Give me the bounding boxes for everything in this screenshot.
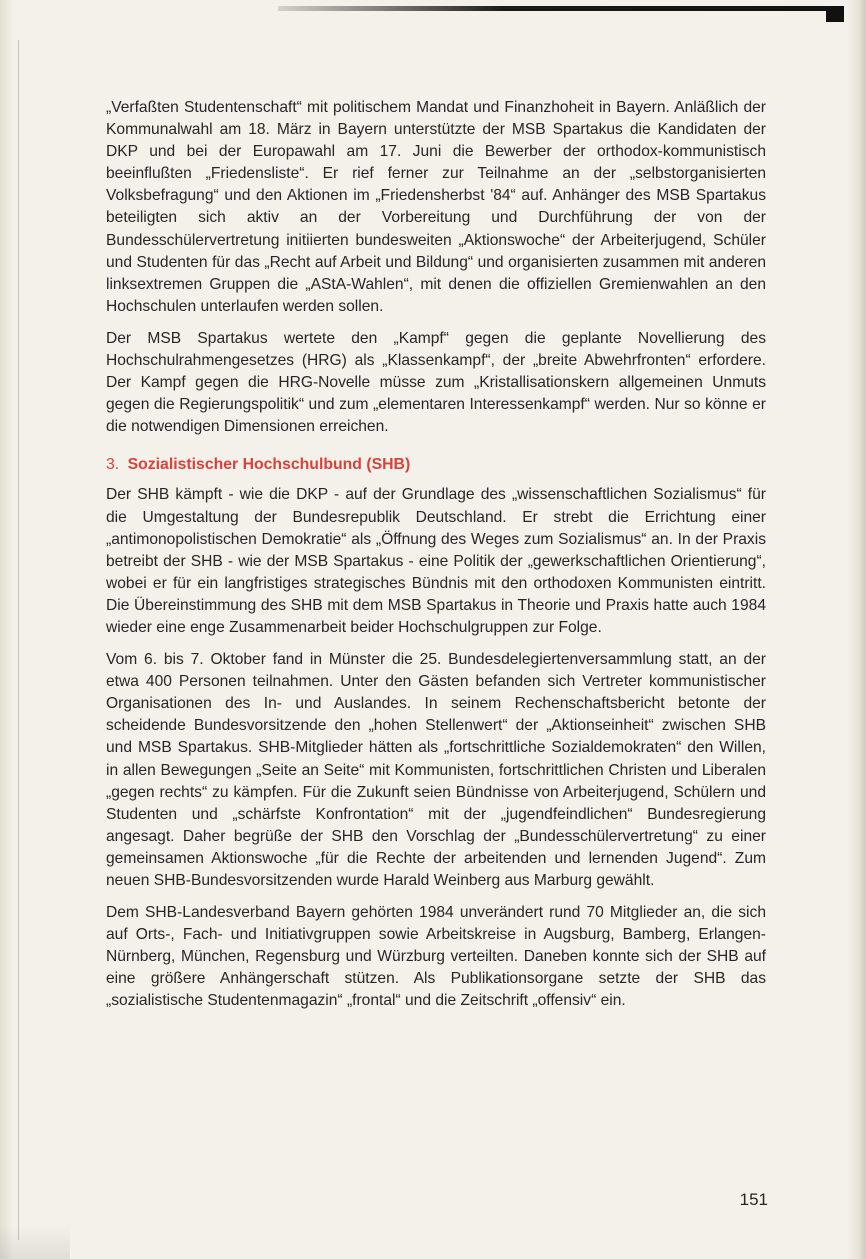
page-number: 151: [739, 1190, 768, 1209]
paragraph-shb-bavaria: Dem SHB-Landesverband Bayern gehörten 1984 unverändert rund 70 Mitglieder an, die sich auf Orts-, Fach- und Initiativgruppen sowie Arbeitskreise in Augsburg, Bamberg, Erlangen-Nürnberg, München, Regensburg und Würzburg verteilten. Daneben konnte sich der SHB auf eine größere Anhängerschaft stützen. Als Publikationsorgane setzte der SHB das „sozialistische Studentenmagazin“ „frontal“ und die Zeitschrift „offensiv“ ein.: [106, 904, 766, 1010]
right-page-shadow: [848, 0, 866, 1259]
left-page-shadow: [0, 0, 14, 1259]
section-heading: [106, 454, 766, 476]
paragraph-shb-assembly: Vom 6. bis 7. Oktober fand in Münster die 25. Bundesdelegiertenversammlung statt, an der etwa 400 Personen teilnahmen. Unter den Gästen befanden sich Vertreter kommunistischer Organisationen des In- und Auslandes. In seinem Rechenschaftsbericht betonte der scheidende Bundesvorsitzende den „hohen Stellenwert“ der „Aktionseinheit“ zwischen SHB und MSB Spartakus. SHB-Mitglieder hätten als „fortschrittliche Sozialdemokraten“ den Willen, in allen Bewegungen „Seite an Seite“ mit Kommunisten, fortschrittlichen Christen und Liberalen „gegen rechts“ zu kämpfen. Für die Zukunft seien Bündnisse von Arbeiterjugend, Schülern und Studenten und „schärfste Konfrontation“ mit der „jugendfeindlichen“ Bundesregierung angesagt. Daher begrüße der SHB den Vorschlag der „Bundesschülervertretung“ zu einer gemeinsamen Aktionswoche „für die Rechte der arbeitenden und lernenden Jugend“. Zum neuen SHB-Bundesvorsitzenden wurde Harald Weinberg aus Marburg gewählt.: [106, 651, 766, 889]
paragraph-hrg-novelle: Der MSB Spartakus wertete den „Kampf“ gegen die geplante Novellierung des Hochschulrahmengesetzes (HRG) als „Klassenkampf“, der „breite Abwehrfronten“ erfordere. Der Kampf gegen die HRG-Novelle müsse zum „Kristallisationskern allgemeinen Unmuts gegen die Regierungspolitik“ und zum „elementaren Interessenkampf“ werden. Nur so könne er die notwendigen Dimensionen erreichen.: [106, 329, 766, 436]
top-rule: [278, 6, 844, 11]
paragraph-msb-activities: „Verfaßten Studentenschaft“ mit politischem Mandat und Finanzhoheit in Bayern. Anläßlich der Kommunalwahl am 18. März in Bayern unterstützte der MSB Spartakus die Kandidaten der DKP und bei der Europawahl am 17. Juni die Bewerber der orthodox-kommunistisch beeinflußten „Friedensliste“. Er rief ferner zur Teilnahme an der „selbstorganisierten Volksbefragung“ und den Aktionen im „Friedensherbst '84“ auf. Anhänger des MSB Spartakus beteiligten sich aktiv an der Vorbereitung und Durchführung der von der Bundesschülervertretung initiierten bundesweiten „Aktionswoche“ der Arbeiterjugend, Schüler und Studenten für das „Recht auf Arbeit und Bildung“ und organisierten zusammen mit anderen linksextremen Gruppen die „AStA-Wahlen“, mit denen die offiziellen Gremienwahlen an den Hochschulen unterlaufen werden sollen.: [106, 99, 766, 315]
left-edge-line: [18, 40, 19, 1240]
section-number: 3.: [106, 456, 120, 474]
paragraph-shb-ideology: Der SHB kämpft - wie die DKP - auf der Grundlage des „wissenschaftlichen Sozialismus“ für die Umgestaltung der Bundesrepublik Deutschland. Er strebt die Errichtung einer „antimonopolistischen Demokratie“ als „Öffnung des Weges zum Sozialismus“ an. In der Praxis betreibt der SHB - wie der MSB Spartakus - eine Politik der „gewerkschaftlichen Orientierung“, wobei er für ein langfristiges strategisches Bündnis mit den orthodoxen Kommunisten eintritt. Die Übereinstimmung des SHB mit dem MSB Spartakus in Theorie und Praxis hatte auch 1984 wieder eine enge Zusammenarbeit beider Hochschulgruppen zur Folge.: [106, 486, 766, 636]
top-rule-end: [826, 8, 844, 22]
body-text: [106, 97, 766, 1023]
section-title: Sozialistischer Hochschulbund (SHB): [127, 456, 411, 474]
bottom-left-shadow: [0, 1225, 70, 1259]
